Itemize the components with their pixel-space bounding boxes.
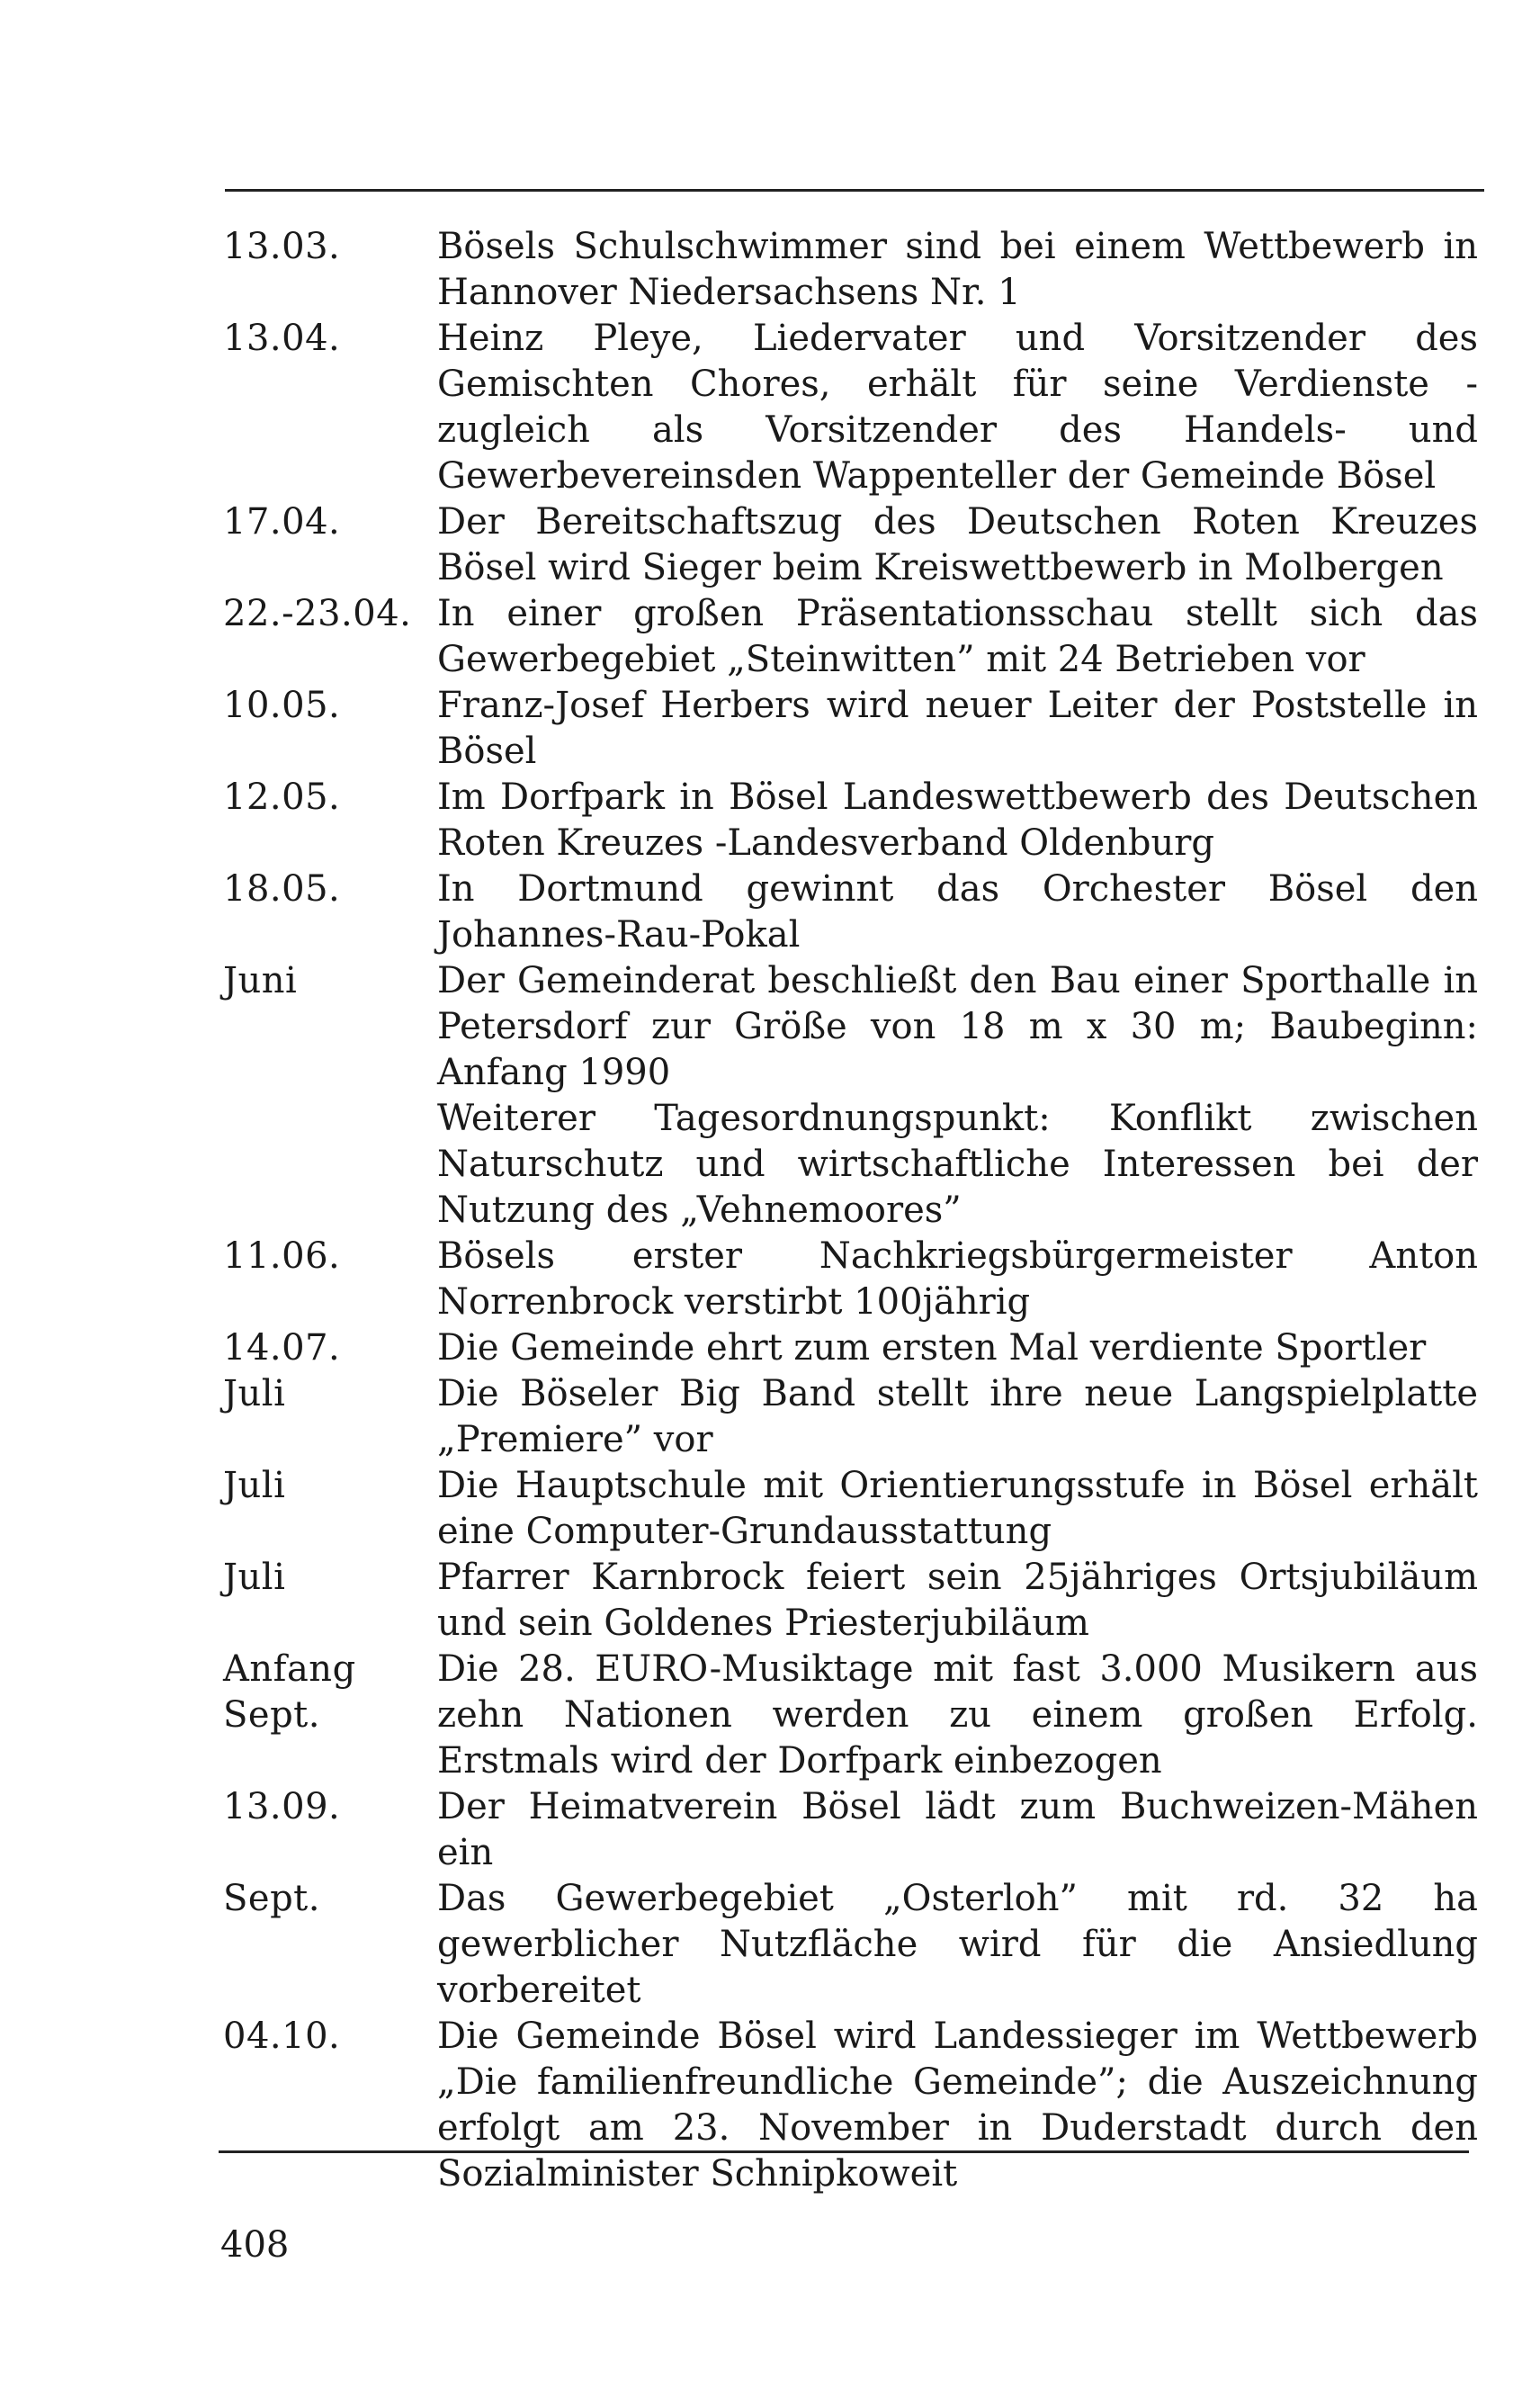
entry-date: Anfang Sept.: [223, 1648, 356, 1736]
entry-date: Juli: [223, 1557, 286, 1598]
chronicle-entry: [223, 866, 1478, 958]
entry-text: Bösels Schulschwimmer sind bei einem Wettbewerb in Hannover Niedersachsens Nr. 1: [437, 226, 1478, 313]
entry-date: 18.05.: [223, 868, 341, 910]
chronicle-entry: [223, 1876, 1478, 2014]
chronicle-entry: [223, 958, 1478, 1234]
entry-text: Die Gemeinde Bösel wird Landessieger im Wettbewerb „Die familienfreundliche Gemeinde”; die Auszeichnung erfolgt am 23. November in Duderstadt durch den Sozialminister Schnipkoweit: [437, 2015, 1478, 2195]
chronicle-list: [223, 224, 1478, 2197]
entry-date: Juli: [223, 1465, 286, 1506]
chronicle-entry: [223, 591, 1478, 683]
entry-text: Der Bereitschaftszug des Deutschen Roten Kreuzes Bösel wird Sieger beim Kreiswettbewerb in Molbergen: [437, 501, 1478, 588]
entry-text: Bösels erster Nachkriegsbürgermeister Anton Norrenbrock verstirbt 100jährig: [437, 1235, 1478, 1323]
page-number: 408: [220, 2224, 290, 2266]
entry-text: Der Gemeinderat beschließt den Bau einer Sporthalle in Petersdorf zur Größe von 18 m x 30 m; Baubeginn: Anfang 1990: [437, 960, 1478, 1093]
top-rule: [225, 189, 1484, 192]
chronicle-entry: [223, 499, 1478, 591]
entry-date: 13.09.: [223, 1786, 341, 1827]
chronicle-entry: [223, 316, 1478, 499]
chronicle-entry: [223, 1371, 1478, 1463]
chronicle-entry: [223, 775, 1478, 866]
entry-text: Franz-Josef Herbers wird neuer Leiter der Poststelle in Bösel: [437, 685, 1478, 772]
chronicle-entry: [223, 683, 1478, 775]
entry-date: Sept.: [223, 1878, 320, 1919]
entry-text: Der Heimatverein Bösel lädt zum Buchweizen-Mähen ein: [437, 1786, 1478, 1873]
entry-date: 13.04.: [223, 318, 341, 359]
entry-date: Juni: [223, 960, 298, 1001]
entry-date: 12.05.: [223, 777, 341, 818]
entry-text: Heinz Pleye, Liedervater und Vorsitzender des Gemischten Chores, erhält für seine Verdienste -zugleich als Vorsitzender des Handels- und Gewerbevereinsden Wappenteller der Gemeinde Bösel: [437, 318, 1478, 497]
entry-text: Das Gewerbegebiet „Osterloh” mit rd. 32 ha gewerblicher Nutzfläche wird für die Ansiedlung vorbereitet: [437, 1878, 1478, 2011]
entry-date: 04.10.: [223, 2015, 341, 2057]
entry-text: In einer großen Präsentationsschau stellt sich das Gewerbegebiet „Steinwitten” mit 24 Betrieben vor: [437, 593, 1478, 680]
entry-text: In Dortmund gewinnt das Orchester Bösel den Johannes-Rau-Pokal: [437, 868, 1478, 956]
entry-date: 22.-23.04.: [223, 593, 412, 634]
chronicle-entry: [223, 224, 1478, 316]
entry-date: 11.06.: [223, 1235, 341, 1277]
entry-text: Die 28. EURO-Musiktage mit fast 3.000 Musikern aus zehn Nationen werden zu einem großen Erfolg. Erstmals wird der Dorfpark einbezogen: [437, 1648, 1478, 1782]
entry-text: Pfarrer Karnbrock feiert sein 25jähriges Ortsjubiläum und sein Goldenes Priesterjubiläum: [437, 1557, 1478, 1644]
entry-text-continued: Weiterer Tagesordnungspunkt: Konflikt zwischen Naturschutz und wirtschaftliche Interessen bei der Nutzung des „Vehnemoores”: [437, 1098, 1478, 1231]
entry-date: 14.07.: [223, 1327, 341, 1369]
entry-text: Die Hauptschule mit Orientierungsstufe in Bösel erhält eine Computer-Grundausstattung: [437, 1465, 1478, 1552]
bottom-rule: [219, 2150, 1469, 2153]
chronicle-entry: [223, 1647, 1478, 1784]
entry-date: Juli: [223, 1373, 286, 1414]
chronicle-entry: [223, 2014, 1478, 2197]
chronicle-entry: [223, 1784, 1478, 1876]
chronicle-entry: [223, 1234, 1478, 1325]
entry-text: Die Böseler Big Band stellt ihre neue Langspielplatte „Premiere” vor: [437, 1373, 1478, 1460]
entry-date: 13.03.: [223, 226, 341, 267]
entry-text: Die Gemeinde ehrt zum ersten Mal verdiente Sportler: [437, 1327, 1427, 1369]
chronicle-entry: [223, 1325, 1478, 1371]
entry-date: 10.05.: [223, 685, 341, 726]
entry-date: 17.04.: [223, 501, 341, 543]
chronicle-entry: [223, 1555, 1478, 1647]
chronicle-entry: [223, 1463, 1478, 1555]
entry-text: Im Dorfpark in Bösel Landeswettbewerb des Deutschen Roten Kreuzes -Landesverband Oldenburg: [437, 777, 1478, 864]
